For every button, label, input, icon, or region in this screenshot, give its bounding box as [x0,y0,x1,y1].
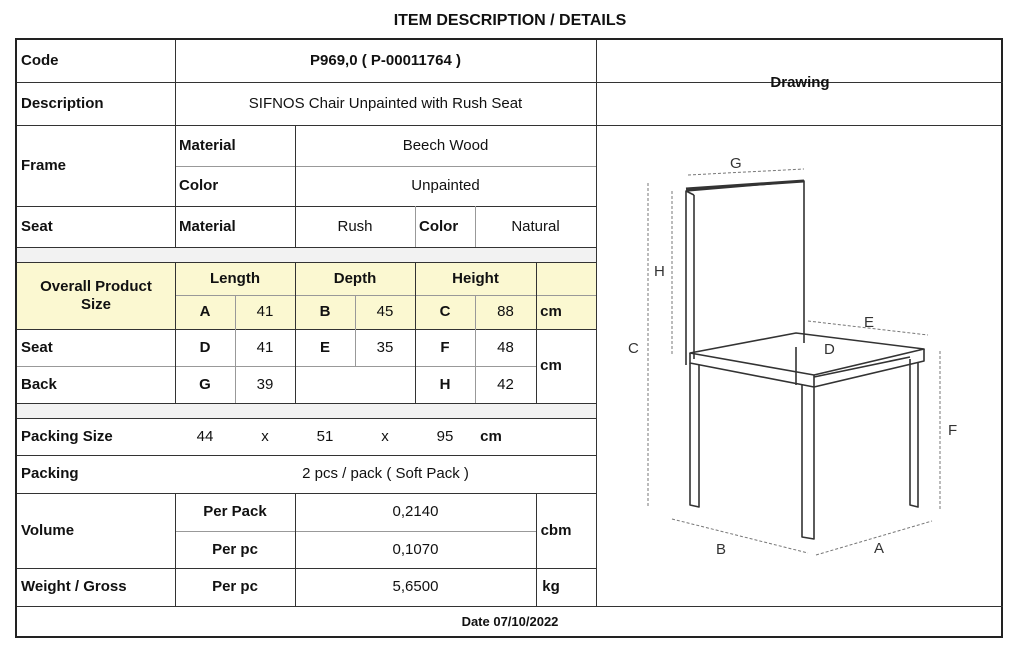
chair-leg-front-left [690,363,699,507]
frame-label: Frame [21,156,67,174]
weight-label: Weight / Gross [21,578,127,596]
e-label: E [319,338,330,356]
separator-band [17,247,597,262]
g-value: 39 [256,375,274,393]
seat-color-value: Natural [511,217,560,235]
chair-leg-back-right [910,359,918,507]
h-value: 42 [497,375,514,393]
f-label: F [440,338,450,356]
c-value: 88 [497,303,514,321]
volume-label: Volume [21,521,75,539]
g-label: G [199,375,211,393]
dim-line-b [672,519,808,553]
size-label: Overall Product Size [40,278,152,313]
seat-color-label: Color [419,217,459,235]
packing-size-label: Packing Size [21,427,113,445]
weight-per-pc-label: Per pc [212,578,258,596]
b-value: 45 [376,303,394,321]
weight-unit: kg [542,578,560,596]
chair-leg-front-right [802,385,814,539]
drawing-letter-d: D [824,341,835,358]
packing-x2: x [381,427,389,445]
packing-value: 2 pcs / pack ( Soft Pack ) [302,465,469,483]
weight-value: 5,6500 [392,578,439,596]
code-label: Code [21,52,59,70]
packing-length: 44 [196,427,214,445]
chair-backrest [686,181,804,365]
frame-color-value: Unpainted [411,177,480,195]
dim-line-g [688,169,804,175]
page-title: ITEM DESCRIPTION / DETAILS [393,12,627,29]
height-header: Height [452,269,499,287]
code-value: P969,0 ( P-00011764 ) [310,52,461,70]
seat-material-label: Material [179,217,236,235]
description-value: SIFNOS Chair Unpainted with Rush Seat [248,94,523,112]
frame-color-label: Color [179,177,219,195]
drawing-letter-a: A [874,540,885,557]
separator-band [17,403,597,418]
a-label: A [199,303,211,321]
volume-per-pc-label: Per pc [212,540,258,558]
frame-material-value: Beech Wood [402,136,489,154]
drawing-letter-h: H [654,263,665,280]
a-value: 41 [256,303,274,321]
volume-unit: cbm [540,521,572,539]
volume-per-pack-label: Per Pack [203,503,267,521]
volume-per-pack-value: 0,2140 [392,503,439,521]
b-label: B [319,303,331,321]
seat-material-value: Rush [337,217,373,235]
drawing-label: Drawing [770,73,830,91]
d-label: D [199,338,211,356]
drawing-letter-c: C [628,340,639,357]
drawing-letter-e: E [864,314,875,331]
packing-x1: x [261,427,269,445]
chair-drawing [596,125,1002,603]
packing-size-unit: cm [480,427,502,445]
packing-width: 51 [316,427,334,445]
size-unit: cm [540,303,562,321]
e-value: 35 [376,338,394,356]
seat-label: Seat [21,217,53,235]
h-label: H [439,375,451,393]
length-header: Length [210,269,260,287]
description-label: Description [21,94,104,112]
depth-header: Depth [333,269,377,287]
frame-material-label: Material [179,136,236,154]
drawing-letter-g: G [730,155,742,172]
d-value: 41 [256,338,274,356]
drawing-letter-b: B [716,541,727,558]
packing-height: 95 [436,427,454,445]
c-label: C [439,303,451,321]
seat-dims-label: Seat [21,338,53,356]
back-dims-label: Back [21,375,57,393]
f-value: 48 [497,338,514,356]
document-date: Date 07/10/2022 [461,613,559,629]
seat-back-unit: cm [540,357,562,375]
packing-label: Packing [21,465,79,483]
drawing-letter-f: F [948,422,958,439]
volume-per-pc-value: 0,1070 [392,540,439,558]
